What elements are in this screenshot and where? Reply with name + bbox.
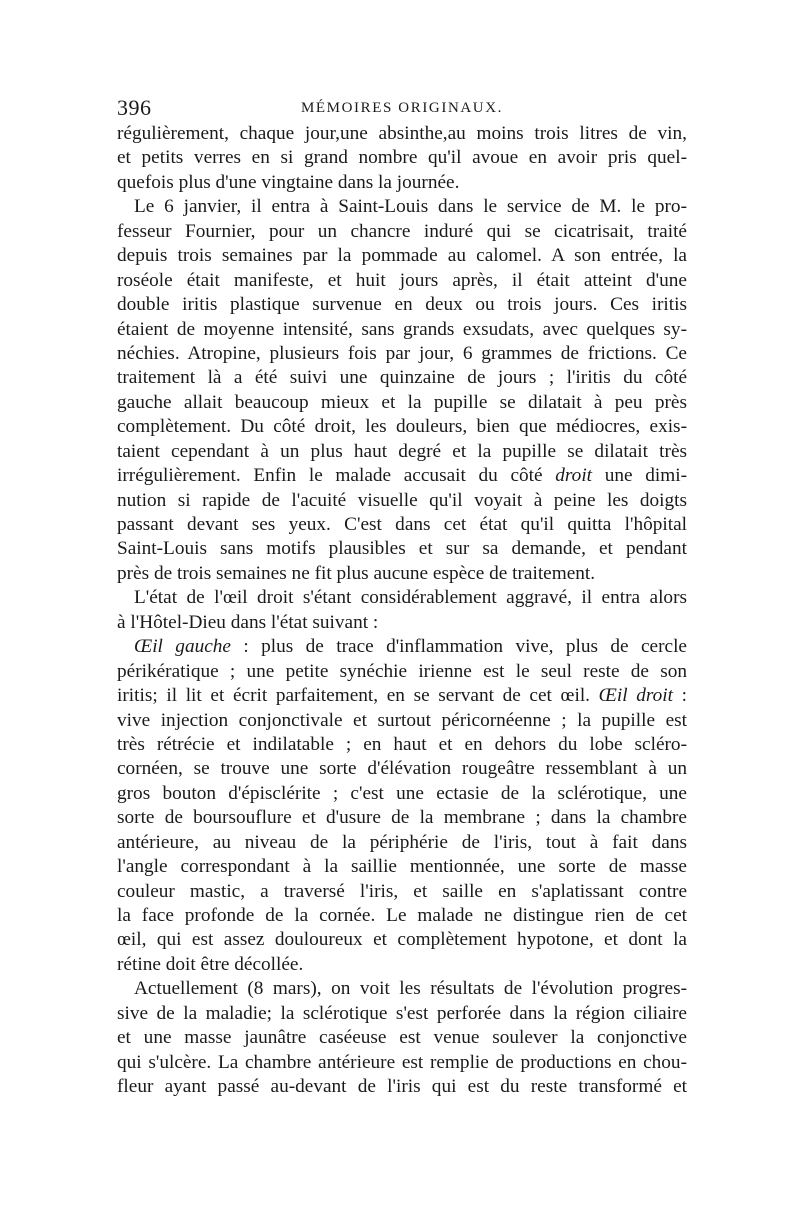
text-line: antérieure, au niveau de la périphérie de l'iris, tout à fait dans (117, 831, 687, 853)
running-title: MÉMOIRES ORIGINAUX. (300, 100, 504, 116)
text-line: cornéen, se trouve une sorte d'élévation rougeâtre ressemblant à un (117, 758, 687, 780)
text-line: Actuellement (8 mars), on voit les résultats de l'évolution progres- (134, 978, 687, 1000)
text-line: L'état de l'œil droit s'étant considérablement aggravé, il entra alors (134, 587, 687, 609)
text-line: la face profonde de la cornée. Le malade ne distingue rien de cet (117, 905, 687, 926)
text-line: fleur ayant passé au-devant de l'iris qui est du reste transformé et (117, 1076, 687, 1098)
text-line: fesseur Fournier, pour un chancre induré qui se cicatrisait, traité (117, 220, 687, 242)
text-line: complètement. Du côté droit, les douleurs, bien que médiocres, exis- (117, 416, 687, 438)
text-line: l'angle correspondant à la saillie mentionnée, une sorte de masse (117, 856, 687, 878)
text-line: depuis trois semaines par la pommade au calomel. A son entrée, la (117, 245, 687, 267)
page-number: 396 (117, 95, 152, 120)
text-line: traitement là a été suivi une quinzaine de jours ; l'iritis du côté (117, 367, 687, 389)
text-line: à l'Hôtel-Dieu dans l'état suivant : (117, 611, 379, 633)
text-line: étaient de moyenne intensité, sans grands exsudats, avec quelques sy- (117, 318, 687, 340)
text-line: sorte de boursouflure et d'usure de la membrane ; dans la chambre (117, 807, 687, 829)
text-line: régulièrement, chaque jour,une absinthe,au moins trois litres de vin, (117, 123, 687, 144)
text-line: quefois plus d'une vingtaine dans la journée. (117, 171, 460, 193)
text-line: Saint-Louis sans motifs plausibles et sur sa demande, et pendant (117, 538, 687, 560)
text-line: iritis; il lit et écrit parfaitement, en se servant de cet œil. Œil droit : (117, 685, 687, 707)
page-header (117, 95, 687, 125)
text-line: néchies. Atropine, plusieurs fois par jour, 6 grammes de frictions. Ce (117, 342, 687, 364)
text-line: passant devant ses yeux. C'est dans cet état qu'il quitta l'hôpital (117, 514, 687, 535)
text-line: rétine doit être décollée. (117, 953, 304, 975)
text-line: qui s'ulcère. La chambre antérieure est remplie de productions en chou- (117, 1051, 687, 1073)
text-line: couleur mastic, a traversé l'iris, et saille en s'aplatissant contre (117, 880, 687, 902)
text-line: très rétrécie et indilatable ; en haut et en dehors du lobe scléro- (117, 733, 687, 755)
text-line: gros bouton d'épisclérite ; c'est une ectasie de la sclérotique, une (117, 782, 687, 804)
text-line: roséole était manifeste, et huit jours après, il était atteint d'une (117, 269, 687, 291)
text-line: nution si rapide de l'acuité visuelle qu'il voyait à peine les doigts (117, 489, 687, 511)
text-line: Le 6 janvier, il entra à Saint-Louis dans le service de M. le pro- (134, 196, 687, 218)
text-line: et une masse jaunâtre caséeuse est venue soulever la conjonctive (117, 1027, 687, 1049)
text-line: près de trois semaines ne fit plus aucune espèce de traitement. (117, 562, 596, 584)
text-line: Œil gauche : plus de trace d'inflammation vive, plus de cercle (134, 636, 687, 658)
text-line: œil, qui est assez douloureux et complètement hypotone, et dont la (117, 929, 687, 951)
text-line: et petits verres en si grand nombre qu'il avoue en avoir pris quel- (117, 147, 687, 169)
text-line: taient cependant à un plus haut degré et la pupille se dilatait très (117, 440, 687, 462)
text-line: périkératique ; une petite synéchie irienne est le seul reste de son (117, 660, 687, 682)
text-line: sive de la maladie; la sclérotique s'est perforée dans la région ciliaire (117, 1002, 687, 1024)
text-line: gauche allait beaucoup mieux et la pupille se dilatait à peu près (117, 391, 687, 413)
body-text (117, 122, 687, 1100)
text-line: irrégulièrement. Enfin le malade accusait du côté droit une dimi- (117, 465, 687, 487)
text-line: double iritis plastique survenue en deux ou trois jours. Ces iritis (117, 294, 687, 316)
text-line: vive injection conjonctivale et surtout péricornéenne ; la pupille est (117, 709, 687, 731)
